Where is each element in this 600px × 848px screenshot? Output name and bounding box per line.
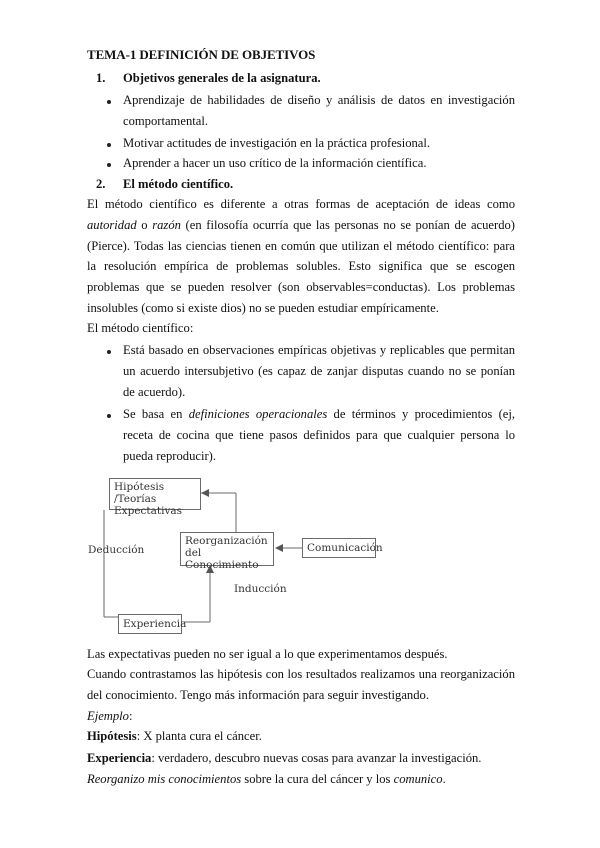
reorganizo-end: . — [442, 772, 446, 786]
method-paragraph — [87, 194, 515, 319]
para-intro: El método científico es diferente a otras formas de aceptación de ideas como — [87, 197, 515, 211]
bullet-icon — [107, 350, 111, 354]
hipotesis-line — [87, 726, 262, 747]
reorganizo-line — [87, 769, 446, 790]
section2-bullet-1: Está basado en observaciones empíricas objetivas y replicables que permitan un acuerdo intersubjetivo (es capaz de zanjar disputas cuando no se ponían de acuerdo). — [123, 343, 515, 399]
section1-heading: Objetivos generales de la asignatura. — [123, 71, 321, 85]
section2-heading: El método científico. — [123, 177, 234, 191]
box-reorg-line1: Reorganización — [185, 535, 268, 547]
box-reorg-line2: del Conocimiento — [185, 547, 259, 571]
after-line-2: Cuando contrastamos las hipótesis con los resultados realizamos una reorganización del conocimiento. Tengo más información para seguir investigando. — [87, 667, 515, 702]
box-reorganizacion — [180, 532, 274, 571]
section1-bullet-1: Aprendizaje de habilidades de diseño y análisis de datos en investigación comportamental. — [123, 93, 515, 128]
para-rest: (en filosofía ocurría que las personas no se ponían de acuerdo) (Pierce). Todas las ciencias tienen en común que utilizan el método científico: para la resolución empírica de problemas solubles. Esto significa que se escogen problemas que se pueden resolver (son observables=conductas). Los problemas insolubles (como si existe dios) no se pueden estudiar empíricamente. — [87, 217, 515, 315]
experiencia-line — [87, 748, 481, 769]
reorganizo-ital: Reorganizo mis conocimientos — [87, 772, 242, 786]
after-line-1: Las expectativas pueden no ser igual a lo que experimentamos después. — [87, 647, 448, 661]
section1-bullet-2: Motivar actitudes de investigación en la práctica profesional. — [123, 136, 431, 150]
bullet2-ital: definiciones operacionales — [188, 407, 328, 421]
hipotesis-label: Hipótesis — [87, 729, 137, 743]
scientific-method-diagram — [80, 472, 500, 637]
ejemplo-colon: : — [128, 709, 133, 723]
box-hipotesis-line1: Hipótesis /Teorías — [114, 481, 165, 505]
para-razon: razón — [152, 217, 181, 232]
hipotesis-text: : X planta cura el cáncer. — [136, 729, 262, 743]
bullet2-post: de términos y procedimientos (ej, receta de cocina que tiene pasos definidos para que cualquier persona lo pueda reproducir). — [123, 407, 515, 463]
reorganizo-ital2: comunico — [393, 772, 443, 786]
label-deduccion: Deducción — [88, 544, 145, 556]
bullet-icon — [107, 143, 111, 147]
method-intro: El método científico: — [87, 321, 194, 335]
bullet-icon — [107, 163, 111, 167]
label-induccion: Inducción — [234, 583, 287, 595]
reorganizo-mid: sobre la cura del cáncer y los — [241, 772, 394, 786]
box-comunicacion: Comunicación — [302, 538, 376, 558]
box-experiencia: Experiencia — [118, 614, 182, 634]
section2-number: 2. — [96, 177, 106, 191]
section1-number: 1. — [96, 71, 106, 85]
box-hipotesis-line2: Expectativas — [114, 505, 183, 517]
section1-bullet-3: Aprender a hacer un uso crítico de la información científica. — [123, 156, 427, 170]
experiencia-text: : verdadero, descubro nuevas cosas para avanzar la investigación. — [151, 751, 482, 765]
ejemplo-text: Ejemplo — [87, 709, 129, 723]
para-autoridad: autoridad — [87, 217, 137, 232]
section2-bullet-2 — [123, 404, 515, 466]
bullet-icon — [107, 414, 111, 418]
example-label — [87, 706, 132, 727]
para-o: o — [136, 217, 153, 232]
bullet-icon — [107, 100, 111, 104]
box-hipotesis — [109, 478, 201, 517]
experiencia-label: Experiencia — [87, 751, 152, 765]
page-title: TEMA-1 DEFINICIÓN DE OBJETIVOS — [87, 47, 316, 62]
bullet2-pre: Se basa en — [123, 407, 189, 421]
